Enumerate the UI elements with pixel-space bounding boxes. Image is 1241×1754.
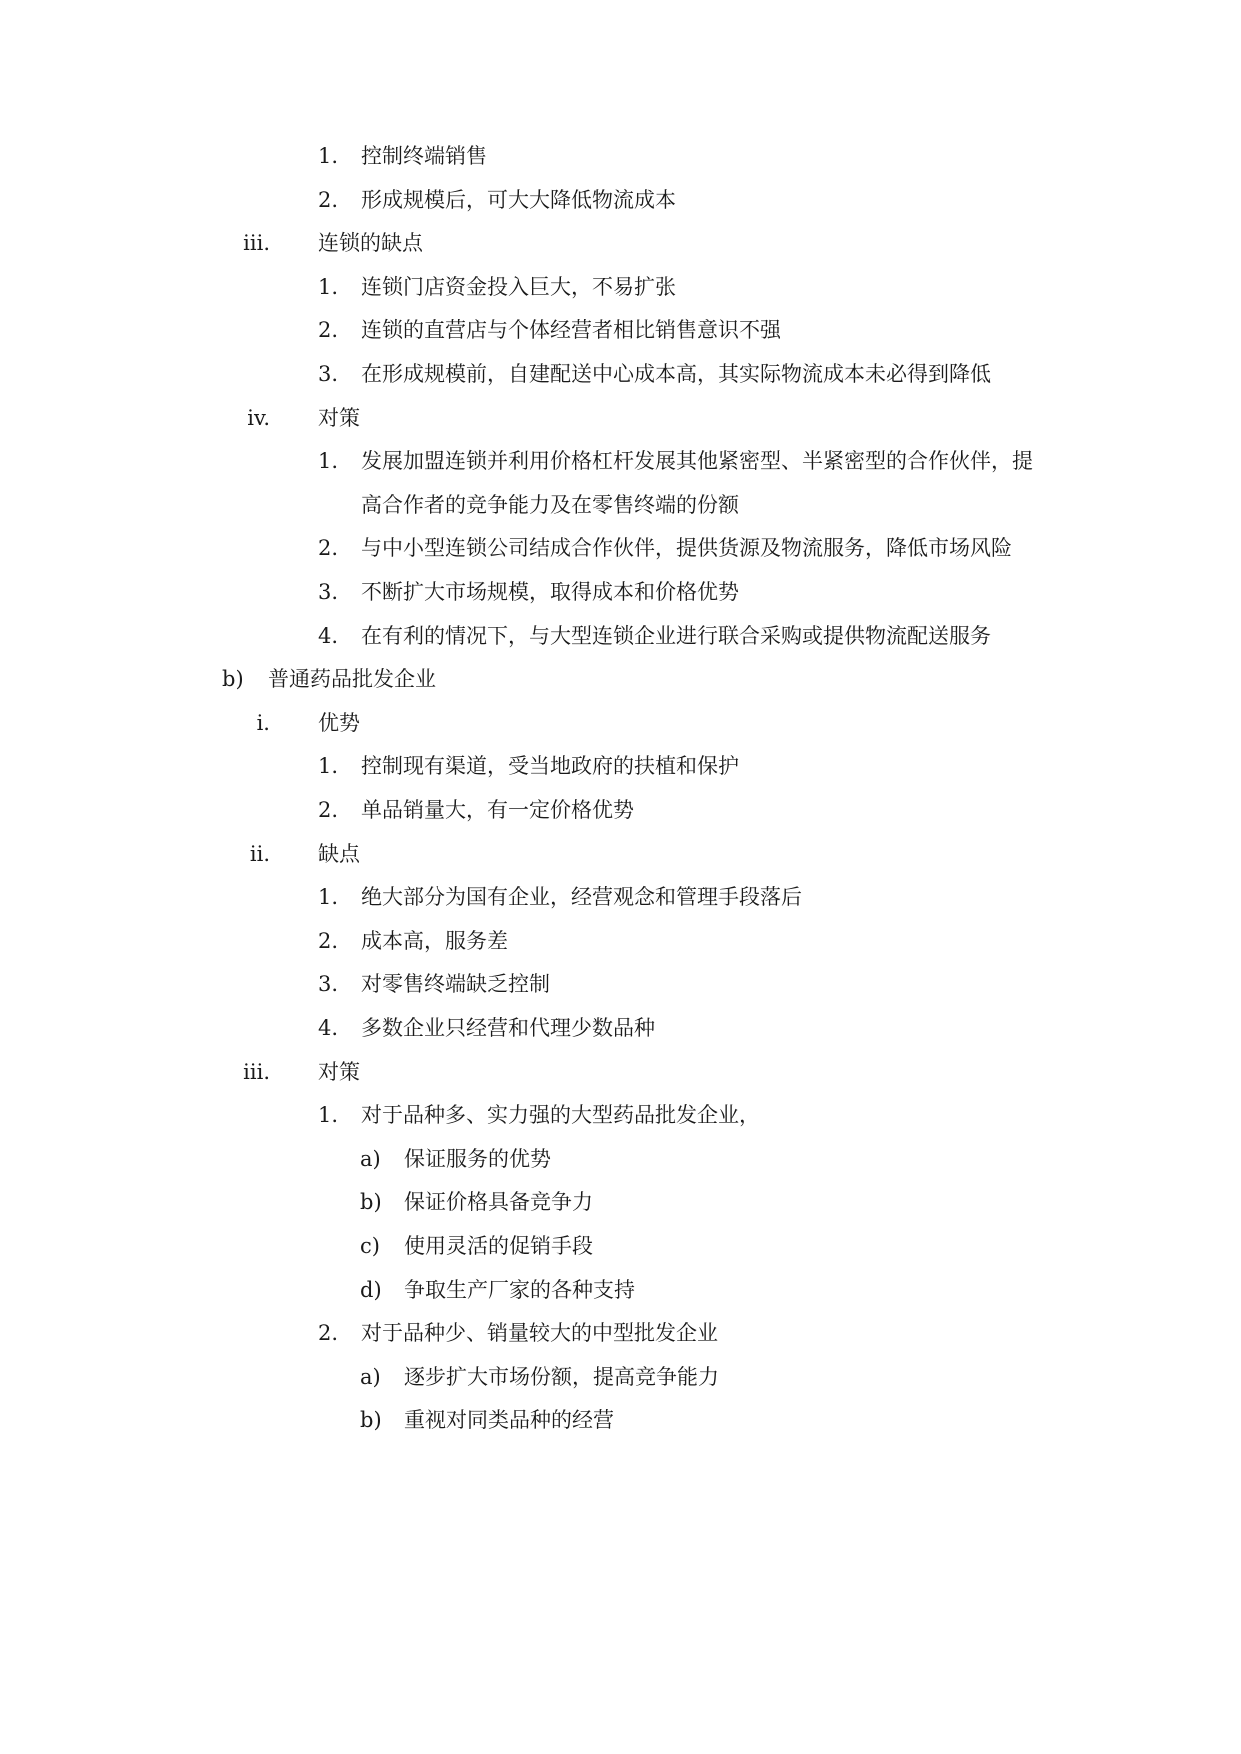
list-item-text: 与中小型连锁公司结成合作伙伴，提供货源及物流服务，降低市场风险 [361,536,1012,561]
document-line [0,837,1241,871]
list-marker: 1. [318,274,339,299]
document-line [0,1273,1241,1307]
list-marker: d) [360,1277,382,1302]
list-item-text: 单品销量大，有一定价格优势 [361,798,634,822]
document-line [0,967,1241,1001]
document-line [0,1098,1241,1132]
document-line [0,313,1241,347]
document-line [0,139,1241,173]
list-item-text: 逐步扩大市场份额，提高竞争能力 [404,1364,719,1389]
document-line [0,1316,1241,1350]
list-item-text: 绝大部分为国有企业，经营观念和管理手段落后 [361,885,802,910]
document-line [0,183,1241,217]
list-item-text: 控制现有渠道，受当地政府的扶植和保护 [361,754,739,779]
document-line [0,270,1241,304]
document-line [0,1360,1241,1394]
list-item-text: 成本高，服务差 [361,928,508,953]
list-marker: 2. [318,798,339,822]
list-item-text: 缺点 [318,841,360,866]
list-marker: 1. [318,754,339,779]
list-item-text: 高合作者的竞争能力及在零售终端的份额 [361,492,739,517]
list-item-text: 形成规模后，可大大降低物流成本 [361,187,676,212]
list-item-text: 在形成规模前，自建配送中心成本高，其实际物流成本未必得到降低 [361,362,991,386]
list-item-text: 保证价格具备竞争力 [404,1190,593,1215]
list-item-text: 普通药品批发企业 [268,667,436,692]
list-item-text: 对策 [318,1059,360,1084]
list-marker: b) [222,667,244,692]
document-line [0,793,1241,827]
document-line [0,880,1241,914]
list-marker: 3. [318,580,339,604]
list-marker: iv. [247,405,270,430]
document-line [0,749,1241,783]
document-line [0,1055,1241,1089]
document-line [0,401,1241,435]
list-marker: 1. [318,449,339,474]
list-item-text: 对策 [318,405,360,430]
list-marker: 3. [318,972,339,997]
list-marker: a) [360,1364,381,1389]
document-line [0,1142,1241,1176]
list-marker: c) [360,1234,380,1258]
list-marker: 1. [318,885,339,910]
document-line [0,924,1241,958]
list-item-text: 控制终端销售 [361,144,487,168]
list-item-text: 不断扩大市场规模，取得成本和价格优势 [361,580,739,604]
list-marker: 1. [318,1103,339,1128]
list-marker: iii. [243,231,270,256]
list-marker: b) [360,1190,382,1215]
document-line [0,531,1241,565]
document-line [0,706,1241,740]
list-marker: 2. [318,318,339,343]
list-item-text: 对于品种少、销量较大的中型批发企业 [361,1321,718,1346]
list-marker: 4. [318,623,339,648]
list-item-text: 保证服务的优势 [404,1146,551,1171]
list-item-text: 连锁的直营店与个体经营者相比销售意识不强 [361,318,781,343]
list-item-text: 重视对同类品种的经营 [404,1408,614,1433]
list-item-text: 争取生产厂家的各种支持 [404,1277,635,1302]
list-marker: a) [360,1146,381,1171]
document-line [0,662,1241,696]
list-marker: 2. [318,1321,339,1346]
list-item-text: 对零售终端缺乏控制 [361,972,550,997]
list-item-text: 连锁的缺点 [318,231,423,256]
list-marker: 2. [318,928,339,953]
list-item-text: 优势 [318,710,360,735]
document-line [0,619,1241,653]
list-item-text: 发展加盟连锁并利用价格杠杆发展其他紧密型、半紧密型的合作伙伴，提 [361,449,1033,474]
document-line [0,226,1241,260]
list-item-text: 对于品种多、实力强的大型药品批发企业， [361,1103,760,1128]
list-item-text: 使用灵活的促销手段 [404,1234,593,1258]
list-marker: 4. [318,1016,339,1040]
document-line [0,575,1241,609]
document-line [0,1229,1241,1263]
document-line [0,444,1241,478]
list-marker: b) [360,1408,382,1433]
list-marker: 2. [318,536,339,561]
list-item-text: 连锁门店资金投入巨大，不易扩张 [361,274,676,299]
list-item-text: 多数企业只经营和代理少数品种 [361,1016,655,1040]
document-line [0,1185,1241,1219]
document-line [0,488,1241,522]
document-line [0,1403,1241,1437]
list-marker: i. [256,710,270,735]
list-item-text: 在有利的情况下，与大型连锁企业进行联合采购或提供物流配送服务 [361,623,991,648]
list-marker: iii. [243,1059,270,1084]
list-marker: 1. [318,144,339,168]
list-marker: 3. [318,362,339,386]
document-line [0,357,1241,391]
list-marker: 2. [318,187,339,212]
list-marker: ii. [249,841,270,866]
document-line [0,1011,1241,1045]
